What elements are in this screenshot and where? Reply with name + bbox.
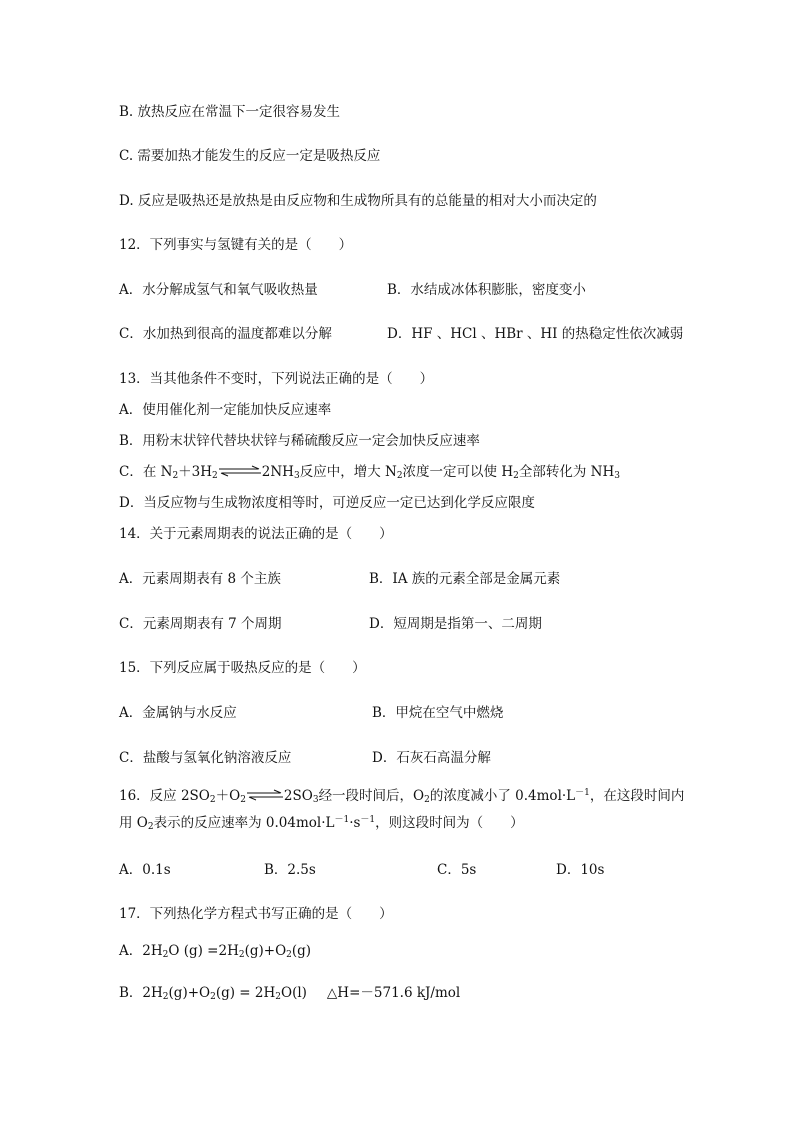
reversible-arrow-icon <box>218 465 262 477</box>
q12-option-b: B．水结成冰体积膨胀，密度变小 <box>387 282 586 298</box>
q13-stem: 13．当其他条件不变时，下列说法正确的是（ ） <box>119 371 434 387</box>
q16-options-row <box>119 861 794 879</box>
q16-option-c: C．5s <box>437 862 477 878</box>
prev-option-d: D. 反应是吸热还是放热是由反应物和生成物所具有的总能量的相对大小而决定的 <box>119 193 597 209</box>
prev-option-c: C. 需要加热才能发生的反应一定是吸热反应 <box>119 148 381 164</box>
q14-option-d: D．短周期是指第一、二周期 <box>369 616 542 632</box>
q17-option-b-enthalpy: △H=－571.6 kJ/mol <box>326 985 461 1001</box>
q12-stem: 12．下列事实与氢键有关的是（ ） <box>119 237 353 253</box>
prev-option-b: B. 放热反应在常温下一定很容易发生 <box>119 104 341 120</box>
q16-stem-line1: 16．反应 $2SO_2+O_2$ $2SO_3$经一段时间后，$O_2$的浓度减小了 $0.4mol\cdot L^{-1}$，在这段时间内 <box>119 788 685 805</box>
q13-option-a: A．使用催化剂一定能加快反应速率 <box>119 402 332 418</box>
q12-options-row1 <box>119 281 794 299</box>
q14-options-row1 <box>119 570 794 588</box>
q14-options-row2 <box>119 615 794 633</box>
q16-option-b: B．2.5s <box>264 862 316 878</box>
q12-option-a: A．水分解成氢气和氧气吸收热量 <box>119 282 318 298</box>
q15-options-row2 <box>119 749 794 767</box>
q16-option-a: A．0.1s <box>119 862 171 878</box>
reversible-arrow-icon <box>246 789 284 801</box>
q14-option-a: A．元素周期表有 8 个主族 <box>119 571 281 587</box>
q12-options-row2 <box>119 325 794 343</box>
q15-stem: 15．下列反应属于吸热反应的是（ ） <box>119 660 366 676</box>
q14-option-b: B．ⅠA 族的元素全部是金属元素 <box>369 571 561 587</box>
q12-option-c: C．水加热到很高的温度都难以分解 <box>119 326 332 342</box>
q17-option-a: A．$2H_2O$ $(g) =2H_2(g)+O_2(g)$ <box>119 943 312 960</box>
q13-option-b: B．用粉末状锌代替块状锌与稀硫酸反应一定会加快反应速率 <box>119 433 480 449</box>
q16-stem-line2: 用 $O_2$表示的反应速率为 $0.04mol\cdot L^{-1}\cdot s^{-1}$，则这段时间为（ ） <box>119 815 524 832</box>
q15-option-b: B．甲烷在空气中燃烧 <box>372 705 504 721</box>
q13-option-c: C．在 $N_2+3H_2$ $2NH_3$反应中，增大 $N_2$浓度一定可以使 $H_2$全部转化为 $NH_3$ <box>119 464 620 481</box>
q14-stem: 14．关于元素周期表的说法正确的是（ ） <box>119 526 393 542</box>
q14-option-c: C．元素周期表有 7 个周期 <box>119 616 282 632</box>
q15-option-a: A．金属钠与水反应 <box>119 705 237 721</box>
q17-option-b: B．$2H_2(g)+O_2(g) = 2H_2O(l)$ △H=－571.6 kJ/mol <box>119 985 461 1002</box>
q15-option-d: D．石灰石高温分解 <box>372 750 491 766</box>
q17-stem: 17．下列热化学方程式书写正确的是（ ） <box>119 906 393 922</box>
q15-option-c: C．盐酸与氢氧化钠溶液反应 <box>119 750 292 766</box>
q16-option-d: D．10s <box>556 862 605 878</box>
q12-option-d: D．HF 、HCl 、HBr 、HI 的热稳定性依次减弱 <box>387 326 684 342</box>
q15-options-row1 <box>119 704 794 722</box>
q13-option-d: D．当反应物与生成物浓度相等时，可逆反应一定已达到化学反应限度 <box>119 495 535 511</box>
